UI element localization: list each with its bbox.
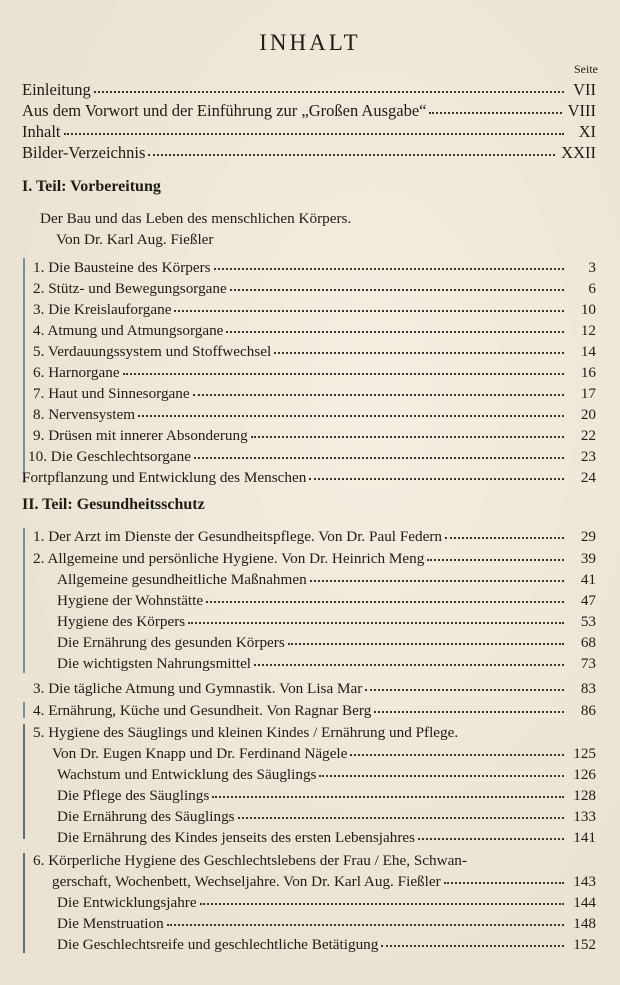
section-intro: Der Bau und das Leben des menschlichen Körpers. xyxy=(40,210,352,227)
toc-entry: Inhalt XI xyxy=(22,122,596,141)
margin-rule xyxy=(23,702,25,718)
toc-subentry: Hygiene des Körpers 53 xyxy=(57,613,596,630)
part-heading: II. Teil: Gesundheitsschutz xyxy=(22,496,205,513)
toc-subentry: Allgemeine gesundheitliche Maßnahmen 41 xyxy=(57,571,596,588)
margin-rule xyxy=(23,258,25,483)
toc-subentry: Die Entwicklungsjahre 144 xyxy=(57,894,596,911)
toc-entry: 8. Nervensystem 20 xyxy=(33,406,596,423)
toc-entry: 4. Ernährung, Küche und Gesundheit. Von Ragnar Berg 86 xyxy=(33,702,596,719)
toc-subentry: Die wichtigsten Nahrungsmittel 73 xyxy=(57,655,596,672)
toc-subentry: Die Pflege des Säuglings 128 xyxy=(57,787,596,804)
toc-entry: 9. Drüsen mit innerer Absonderung 22 xyxy=(33,427,596,444)
toc-entry: Einleitung VII xyxy=(22,80,596,99)
toc-entry: 5. Verdauungssystem und Stoffwechsel 14 xyxy=(33,343,596,360)
page-title: INHALT xyxy=(259,30,361,55)
toc-entry: Bilder-Verzeichnis XXII xyxy=(22,143,596,162)
toc-subentry: Die Ernährung des gesunden Körpers 68 xyxy=(57,634,596,651)
section-author: Von Dr. Karl Aug. Fießler xyxy=(56,231,214,248)
toc-entry: 1. Der Arzt im Dienste der Gesundheitspflege. Von Dr. Paul Federn 29 xyxy=(33,528,596,545)
part-heading: I. Teil: Vorbereitung xyxy=(22,178,161,195)
toc-entry: 7. Haut und Sinnesorgane 17 xyxy=(33,385,596,402)
toc-entry: 2. Stütz- und Bewegungsorgane 6 xyxy=(33,280,596,297)
toc-entry: Aus dem Vorwort und der Einführung zur „Großen Ausgabe“ VIII xyxy=(22,101,596,120)
toc-entry: 1. Die Bausteine des Körpers 3 xyxy=(33,259,596,276)
margin-rule xyxy=(23,528,25,673)
toc-subentry: Die Geschlechtsreife und geschlechtliche Betätigung 152 xyxy=(57,936,596,953)
toc-entry: 10. Die Geschlechtsorgane 23 xyxy=(28,448,596,465)
toc-entry-line: 6. Körperliche Hygiene des Geschlechtslebens der Frau / Ehe, Schwan- xyxy=(33,852,467,869)
toc-entry: 3. Die tägliche Atmung und Gymnastik. Von Lisa Mar 83 xyxy=(33,680,596,697)
toc-subentry: Die Ernährung des Säuglings 133 xyxy=(57,808,596,825)
page-column-label: Seite xyxy=(574,62,598,76)
toc-entry: gerschaft, Wochenbett, Wechseljahre. Von Dr. Karl Aug. Fießler 143 xyxy=(52,873,596,890)
margin-rule xyxy=(23,853,25,953)
toc-entry: 3. Die Kreislauforgane 10 xyxy=(33,301,596,318)
toc-entry: Fortpflanzung und Entwicklung des Menschen 24 xyxy=(22,469,596,486)
toc-subentry: Hygiene der Wohnstätte 47 xyxy=(57,592,596,609)
toc-entry: 2. Allgemeine und persönliche Hygiene. Von Dr. Heinrich Meng 39 xyxy=(33,550,596,567)
margin-rule xyxy=(23,724,25,839)
toc-entry: Von Dr. Eugen Knapp und Dr. Ferdinand Nägele 125 xyxy=(52,745,596,762)
toc-subentry: Die Ernährung des Kindes jenseits des ersten Lebensjahres 141 xyxy=(57,829,596,846)
toc-subentry: Wachstum und Entwicklung des Säuglings 126 xyxy=(57,766,596,783)
toc-subentry: Die Menstruation 148 xyxy=(57,915,596,932)
toc-entry: 4. Atmung und Atmungsorgane 12 xyxy=(33,322,596,339)
toc-entry: 6. Harnorgane 16 xyxy=(33,364,596,381)
toc-entry-line: 5. Hygiene des Säuglings und kleinen Kindes / Ernährung und Pflege. xyxy=(33,724,459,741)
